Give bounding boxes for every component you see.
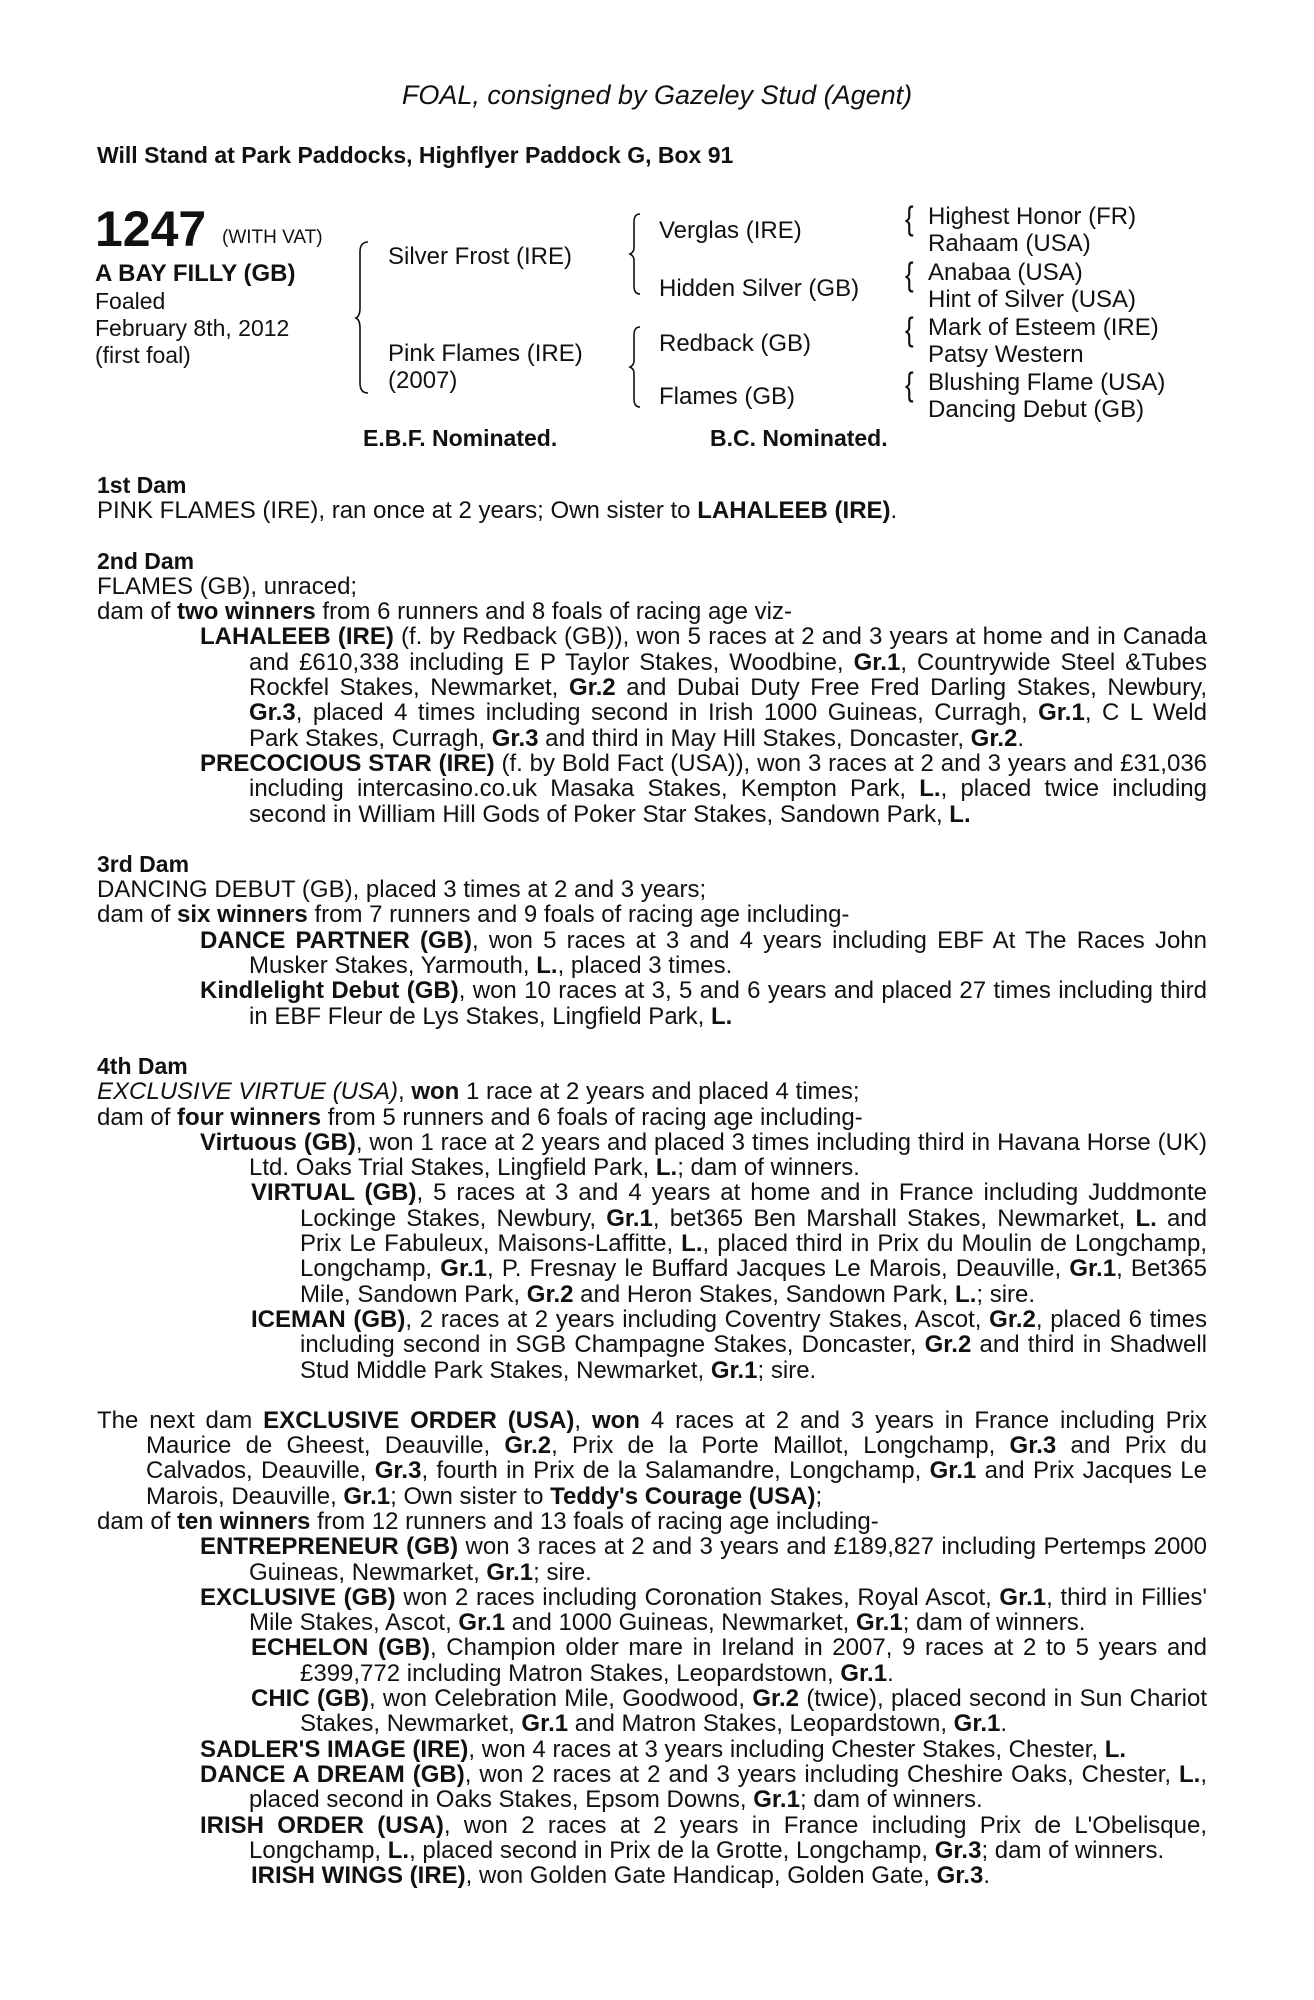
bracket-glyph: { <box>905 198 914 238</box>
sire-parents-bracket <box>630 212 642 296</box>
bracket-glyph: { <box>905 309 914 349</box>
pedigree-gen2-2: Hidden Silver (GB) <box>659 275 860 302</box>
dam-name: Pink Flames (IRE) <box>388 340 583 367</box>
pedigree-gen3-2: Rahaam (USA) <box>928 230 1091 257</box>
third-dam-produce: dam of six winners from 7 runners and 9 foals of racing age including- <box>97 901 850 929</box>
produce-entry: ECHELON (GB), Champion older mare in Ireland in 2007, 9 races at 2 to 5 years and £399,772 including Matron Stakes, Leopardstown, Gr.1. <box>251 1634 1207 1687</box>
first-dam-heading: 1st Dam <box>97 472 187 498</box>
produce-entry: ENTREPRENEUR (GB) won 3 races at 2 and 3 years and £189,827 including Pertemps 2000 Guineas, Newmarket, Gr.1; sire. <box>200 1533 1207 1586</box>
dam-parents-bracket <box>630 325 642 409</box>
bracket-glyph: { <box>905 364 914 404</box>
fourth-dam-text: EXCLUSIVE VIRTUE (USA), won 1 race at 2 years and placed 4 times; <box>97 1078 860 1106</box>
sire-name: Silver Frost (IRE) <box>388 243 573 270</box>
second-dam-produce: dam of two winners from 6 runners and 8 foals of racing age viz- <box>97 598 792 626</box>
catalogue-body <box>97 473 1207 1888</box>
produce-entry: IRISH ORDER (USA), won 2 races at 2 years in France including Prix de L'Obelisque, Longchamp, L., placed second in Prix de la Grotte, Longchamp, Gr.3; dam of winners. <box>200 1811 1207 1864</box>
produce-entry: LAHALEEB (IRE) (f. by Redback (GB)), won 5 races at 2 and 3 years at home and in Canada and £610,338 including E P Taylor Stakes, Woodbine, Gr.1, Countrywide Steel &Tubes Rockfel Stakes, Newmarket, Gr.2 and Dubai Duty Free Fred Darling Stakes, Newbury, Gr.3, placed 4 times including second in Irish 1000 Guineas, Curragh, Gr.1, C L Weld Park Stakes, Curragh, Gr.3 and third in May Hill Stakes, Doncaster, Gr.2. <box>200 623 1208 752</box>
fourth-dam-produce: dam of four winners from 5 runners and 6 foals of racing age including- <box>97 1103 863 1131</box>
pedigree-gen3-1: Highest Honor (FR) <box>928 203 1137 230</box>
pedigree-gen3-8: Dancing Debut (GB) <box>928 396 1145 423</box>
foal-note: (first foal) <box>95 342 191 368</box>
pedigree-gen3-5: Mark of Esteem (IRE) <box>928 314 1159 341</box>
lot-number: 1247 <box>95 201 207 257</box>
produce-entry: PRECOCIOUS STAR (IRE) (f. by Bold Fact (USA)), won 3 races at 2 and 3 years and £31,036 including intercasino.co.uk Masaka Stakes, Kempton Park, L., placed twice including second in William Hill Gods of Poker Star Stakes, Sandown Park, L. <box>200 749 1208 828</box>
sire-dam-bracket <box>356 240 370 395</box>
produce-entry: VIRTUAL (GB), 5 races at 3 and 4 years at home and in France including Juddmonte Lockinge Stakes, Newbury, Gr.1, bet365 Ben Marshall Stakes, Newmarket, L. and Prix Le Fabuleux, Maisons-Laffitte, L., placed third in Prix du Moulin de Longchamp, Longchamp, Gr.1, P. Fresnay le Buffard Jacques Le Marois, Deauville, Gr.1, Bet365 Mile, Sandown Park, Gr.2 and Heron Stakes, Sandown Park, L.; sire. <box>251 1179 1207 1308</box>
produce-entry: SADLER'S IMAGE (IRE), won 4 races at 3 years including Chester Stakes, Chester, L. <box>200 1735 1127 1763</box>
produce-entry: Virtuous (GB), won 1 race at 2 years and placed 3 times including third in Havana Horse (UK) Ltd. Oaks Trial Stakes, Lingfield Park, L.; dam of winners. <box>200 1128 1207 1182</box>
dam-year: (2007) <box>388 367 458 394</box>
third-dam-text: DANCING DEBUT (GB), placed 3 times at 2 and 3 years; <box>97 876 707 904</box>
produce-entry: IRISH WINGS (IRE), won Golden Gate Handicap, Golden Gate, Gr.3. <box>251 1862 990 1890</box>
produce-entry: ICEMAN (GB), 2 races at 2 years including Coventry Stakes, Ascot, Gr.2, placed 6 times including second in SGB Champagne Stakes, Doncaster, Gr.2 and third in Shadwell Stud Middle Park Stakes, Newmarket, Gr.1; sire. <box>251 1305 1208 1384</box>
third-dam-heading: 3rd Dam <box>97 850 190 877</box>
page-title: FOAL, consigned by Gazeley Stud (Agent) <box>401 80 913 110</box>
fourth-dam-heading: 4th Dam <box>97 1052 188 1079</box>
pedigree-gen2-4: Flames (GB) <box>659 383 796 410</box>
pedigree-gen2-3: Redback (GB) <box>659 330 812 357</box>
produce-entry: EXCLUSIVE (GB) won 2 races including Coronation Stakes, Royal Ascot, Gr.1, third in Fillies' Mile Stakes, Ascot, Gr.1 and 1000 Guineas, Newmarket, Gr.1; dam of winners. <box>200 1583 1208 1637</box>
next-dam-text: The next dam EXCLUSIVE ORDER (USA), won 4 races at 2 and 3 years in France including Prix Maurice de Gheest, Deauville, Gr.2, Prix de la Porte Maillot, Longchamp, Gr.3 and Prix du Calvados, Deauville, Gr.3, fourth in Prix de la Salamandre, Longchamp, Gr.1 and Prix Jacques Le Marois, Deauville, Gr.1; Own sister to Teddy's Courage (USA); <box>97 1406 1207 1510</box>
vat-label: (WITH VAT) <box>222 227 323 248</box>
produce-entry: Kindlelight Debut (GB), won 10 races at 3, 5 and 6 years and placed 27 times including third in EBF Fleur de Lys Stakes, Lingfield Park, L. <box>200 977 1207 1030</box>
lot-name: A BAY FILLY (GB) <box>95 260 296 287</box>
pedigree-gen3-7: Blushing Flame (USA) <box>928 369 1166 396</box>
foaled-label: Foaled <box>95 288 166 314</box>
stand-location: Will Stand at Park Paddocks, Highflyer Paddock G, Box 91 <box>97 142 734 168</box>
pedigree-gen2-1: Verglas (IRE) <box>659 217 802 244</box>
next-dam-produce: dam of ten winners from 12 runners and 13 foals of racing age including- <box>97 1507 879 1535</box>
pedigree-gen3-4: Hint of Silver (USA) <box>928 286 1137 313</box>
bc-nomination: B.C. Nominated. <box>710 425 888 451</box>
foaled-date: February 8th, 2012 <box>95 315 290 341</box>
bracket-glyph: { <box>905 254 914 294</box>
second-dam-text: FLAMES (GB), unraced; <box>97 572 358 600</box>
ebf-nomination: E.B.F. Nominated. <box>363 425 558 451</box>
produce-entry: CHIC (GB), won Celebration Mile, Goodwood, Gr.2 (twice), placed second in Sun Chariot Stakes, Newmarket, Gr.1 and Matron Stakes, Leopardstown, Gr.1. <box>251 1685 1208 1738</box>
produce-entry: DANCE PARTNER (GB), won 5 races at 3 and 4 years including EBF At The Races John Musker Stakes, Yarmouth, L., placed 3 times. <box>200 926 1207 980</box>
produce-entry: DANCE A DREAM (GB), won 2 races at 2 and 3 years including Cheshire Oaks, Chester, L., placed second in Oaks Stakes, Epsom Downs, Gr.1; dam of winners. <box>200 1760 1207 1814</box>
pedigree-gen3-3: Anabaa (USA) <box>928 259 1083 286</box>
pedigree-gen3-6: Patsy Western <box>928 341 1084 368</box>
first-dam-text: PINK FLAMES (IRE), ran once at 2 years; Own sister to LAHALEEB (IRE). <box>97 497 898 525</box>
second-dam-heading: 2nd Dam <box>97 547 195 574</box>
